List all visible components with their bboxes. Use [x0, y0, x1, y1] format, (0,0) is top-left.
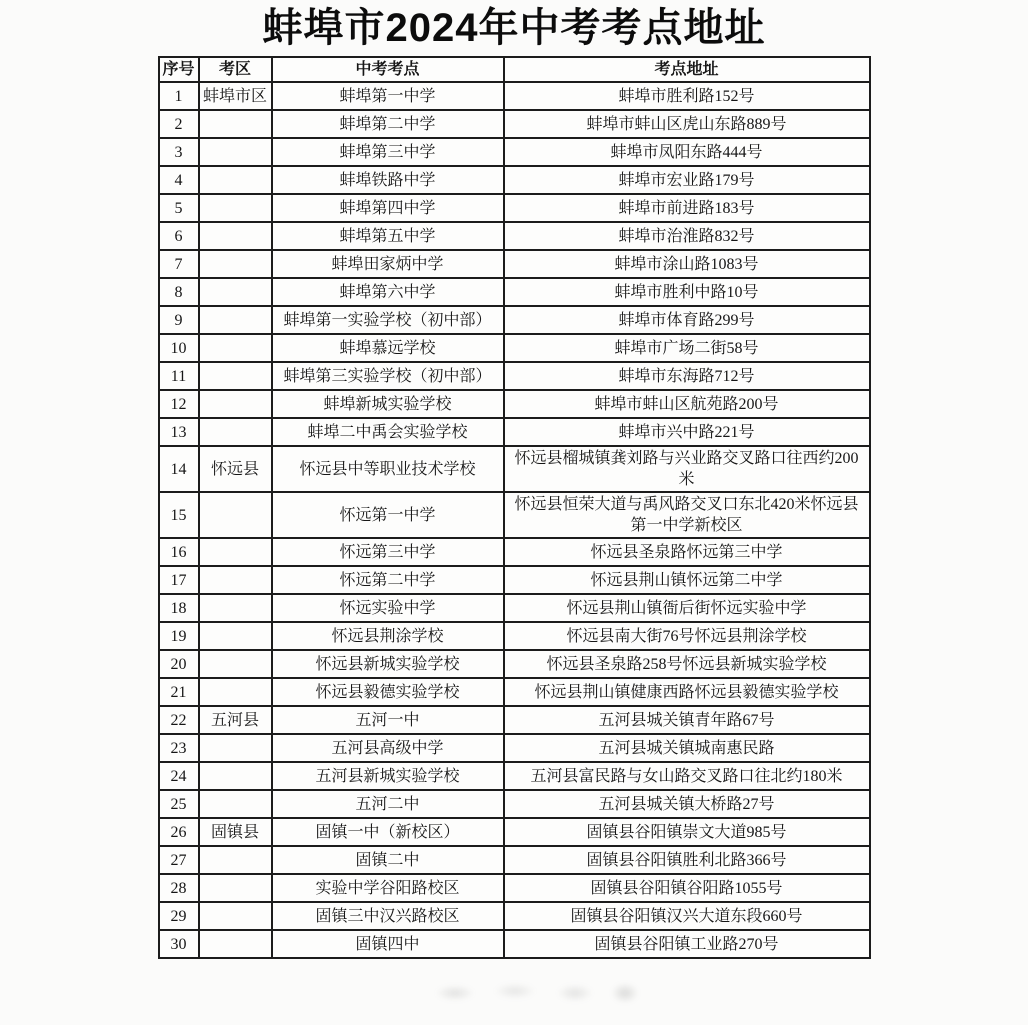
table-row [159, 538, 870, 566]
cell-no: 17 [159, 566, 199, 594]
table-row [159, 306, 870, 334]
cell-district [199, 362, 272, 390]
cell-school: 实验中学谷阳路校区 [272, 874, 504, 902]
cell-no: 27 [159, 846, 199, 874]
cell-address: 五河县富民路与女山路交叉路口往北约180米 [504, 762, 870, 790]
cell-address: 五河县城关镇城南惠民路 [504, 734, 870, 762]
cell-school: 蚌埠铁路中学 [272, 166, 504, 194]
cell-school: 五河县高级中学 [272, 734, 504, 762]
cell-address: 蚌埠市前进路183号 [504, 194, 870, 222]
cell-district [199, 734, 272, 762]
cell-district [199, 846, 272, 874]
cell-no: 20 [159, 650, 199, 678]
cell-district [199, 418, 272, 446]
table-row [159, 194, 870, 222]
cell-district [199, 334, 272, 362]
cell-no: 9 [159, 306, 199, 334]
cell-no: 22 [159, 706, 199, 734]
table-row [159, 874, 870, 902]
table-row [159, 222, 870, 250]
table-row [159, 622, 870, 650]
cell-district [199, 650, 272, 678]
cell-no: 13 [159, 418, 199, 446]
cell-address: 怀远县恒荣大道与禹风路交叉口东北420米怀远县第一中学新校区 [504, 492, 870, 538]
table-row [159, 334, 870, 362]
table-row [159, 278, 870, 306]
cell-address: 五河县城关镇青年路67号 [504, 706, 870, 734]
watermark [430, 975, 650, 1011]
cell-district [199, 390, 272, 418]
table-row [159, 762, 870, 790]
cell-district [199, 622, 272, 650]
cell-school: 蚌埠第四中学 [272, 194, 504, 222]
cell-school: 蚌埠第一中学 [272, 82, 504, 110]
cell-no: 2 [159, 110, 199, 138]
table-row [159, 390, 870, 418]
cell-address: 怀远县荆山镇健康西路怀远县毅德实验学校 [504, 678, 870, 706]
cell-district [199, 306, 272, 334]
cell-school: 蚌埠新城实验学校 [272, 390, 504, 418]
cell-no: 4 [159, 166, 199, 194]
cell-address: 怀远县南大街76号怀远县荆涂学校 [504, 622, 870, 650]
table-row [159, 790, 870, 818]
table-row [159, 650, 870, 678]
cell-school: 怀远实验中学 [272, 594, 504, 622]
cell-school: 怀远县中等职业技术学校 [272, 446, 504, 492]
cell-no: 26 [159, 818, 199, 846]
cell-no: 12 [159, 390, 199, 418]
cell-address: 蚌埠市治淮路832号 [504, 222, 870, 250]
cell-no: 19 [159, 622, 199, 650]
cell-school: 蚌埠慕远学校 [272, 334, 504, 362]
cell-district [199, 492, 272, 538]
cell-school: 怀远县毅德实验学校 [272, 678, 504, 706]
cell-address: 固镇县谷阳镇汉兴大道东段660号 [504, 902, 870, 930]
cell-address: 固镇县谷阳镇工业路270号 [504, 930, 870, 958]
cell-address: 蚌埠市宏业路179号 [504, 166, 870, 194]
cell-address: 怀远县荆山镇衙后街怀远实验中学 [504, 594, 870, 622]
table-row [159, 110, 870, 138]
cell-no: 23 [159, 734, 199, 762]
cell-address: 怀远县荆山镇怀远第二中学 [504, 566, 870, 594]
cell-school: 固镇三中汉兴路校区 [272, 902, 504, 930]
cell-district [199, 566, 272, 594]
cell-no: 18 [159, 594, 199, 622]
cell-address: 蚌埠市涂山路1083号 [504, 250, 870, 278]
cell-school: 怀远第一中学 [272, 492, 504, 538]
cell-no: 30 [159, 930, 199, 958]
table-row [159, 902, 870, 930]
cell-school: 怀远县新城实验学校 [272, 650, 504, 678]
table-row [159, 250, 870, 278]
cell-district [199, 166, 272, 194]
cell-address: 蚌埠市兴中路221号 [504, 418, 870, 446]
table-row [159, 166, 870, 194]
cell-address: 蚌埠市广场二街58号 [504, 334, 870, 362]
cell-district [199, 194, 272, 222]
table-body [159, 82, 870, 958]
cell-address: 蚌埠市胜利中路10号 [504, 278, 870, 306]
exam-sites-table [158, 56, 871, 959]
column-header-school: 中考考点 [272, 57, 504, 82]
cell-school: 蚌埠第三中学 [272, 138, 504, 166]
cell-district: 五河县 [199, 706, 272, 734]
cell-no: 7 [159, 250, 199, 278]
table-row [159, 930, 870, 958]
table-row [159, 594, 870, 622]
cell-school: 蚌埠二中禹会实验学校 [272, 418, 504, 446]
cell-school: 固镇一中（新校区） [272, 818, 504, 846]
cell-no: 11 [159, 362, 199, 390]
table-row [159, 846, 870, 874]
cell-address: 蚌埠市凤阳东路444号 [504, 138, 870, 166]
cell-no: 5 [159, 194, 199, 222]
cell-school: 蚌埠第三实验学校（初中部） [272, 362, 504, 390]
table-row [159, 734, 870, 762]
table-row [159, 818, 870, 846]
cell-no: 24 [159, 762, 199, 790]
cell-no: 1 [159, 82, 199, 110]
table-header-row [159, 57, 870, 82]
cell-no: 3 [159, 138, 199, 166]
cell-district [199, 110, 272, 138]
cell-school: 蚌埠第一实验学校（初中部） [272, 306, 504, 334]
cell-address: 蚌埠市体育路299号 [504, 306, 870, 334]
cell-school: 五河二中 [272, 790, 504, 818]
cell-address: 怀远县圣泉路怀远第三中学 [504, 538, 870, 566]
cell-district [199, 138, 272, 166]
cell-district [199, 538, 272, 566]
cell-address: 怀远县榴城镇龚刘路与兴业路交叉路口往西约200米 [504, 446, 870, 492]
cell-district [199, 902, 272, 930]
table-row [159, 446, 870, 492]
cell-address: 固镇县谷阳镇胜利北路366号 [504, 846, 870, 874]
cell-district [199, 790, 272, 818]
cell-no: 14 [159, 446, 199, 492]
cell-district [199, 930, 272, 958]
table-row [159, 138, 870, 166]
cell-district [199, 762, 272, 790]
cell-school: 固镇二中 [272, 846, 504, 874]
cell-school: 蚌埠第六中学 [272, 278, 504, 306]
cell-address: 蚌埠市东海路712号 [504, 362, 870, 390]
cell-school: 蚌埠第五中学 [272, 222, 504, 250]
cell-no: 29 [159, 902, 199, 930]
cell-district: 蚌埠市区 [199, 82, 272, 110]
cell-district [199, 678, 272, 706]
table-row [159, 566, 870, 594]
cell-school: 蚌埠田家炳中学 [272, 250, 504, 278]
cell-district [199, 278, 272, 306]
cell-district [199, 874, 272, 902]
cell-address: 五河县城关镇大桥路27号 [504, 790, 870, 818]
cell-no: 28 [159, 874, 199, 902]
table-row [159, 82, 870, 110]
cell-no: 25 [159, 790, 199, 818]
cell-district [199, 222, 272, 250]
cell-no: 15 [159, 492, 199, 538]
cell-district [199, 250, 272, 278]
cell-address: 蚌埠市蚌山区航苑路200号 [504, 390, 870, 418]
cell-district: 固镇县 [199, 818, 272, 846]
cell-school: 五河县新城实验学校 [272, 762, 504, 790]
cell-no: 6 [159, 222, 199, 250]
cell-school: 蚌埠第二中学 [272, 110, 504, 138]
table-row [159, 706, 870, 734]
table-row [159, 678, 870, 706]
cell-school: 怀远县荆涂学校 [272, 622, 504, 650]
column-header-district: 考区 [199, 57, 272, 82]
cell-district: 怀远县 [199, 446, 272, 492]
cell-address: 怀远县圣泉路258号怀远县新城实验学校 [504, 650, 870, 678]
page-title: 蚌埠市2024年中考考点地址 [262, 6, 766, 50]
column-header-no: 序号 [159, 57, 199, 82]
cell-school: 固镇四中 [272, 930, 504, 958]
table-row [159, 492, 870, 538]
cell-district [199, 594, 272, 622]
table-row [159, 418, 870, 446]
cell-address: 固镇县谷阳镇崇文大道985号 [504, 818, 870, 846]
cell-address: 固镇县谷阳镇谷阳路1055号 [504, 874, 870, 902]
cell-school: 五河一中 [272, 706, 504, 734]
cell-no: 8 [159, 278, 199, 306]
cell-address: 蚌埠市蚌山区虎山东路889号 [504, 110, 870, 138]
cell-school: 怀远第二中学 [272, 566, 504, 594]
cell-address: 蚌埠市胜利路152号 [504, 82, 870, 110]
table-row [159, 362, 870, 390]
cell-school: 怀远第三中学 [272, 538, 504, 566]
cell-no: 21 [159, 678, 199, 706]
cell-no: 10 [159, 334, 199, 362]
column-header-address: 考点地址 [504, 57, 870, 82]
cell-no: 16 [159, 538, 199, 566]
